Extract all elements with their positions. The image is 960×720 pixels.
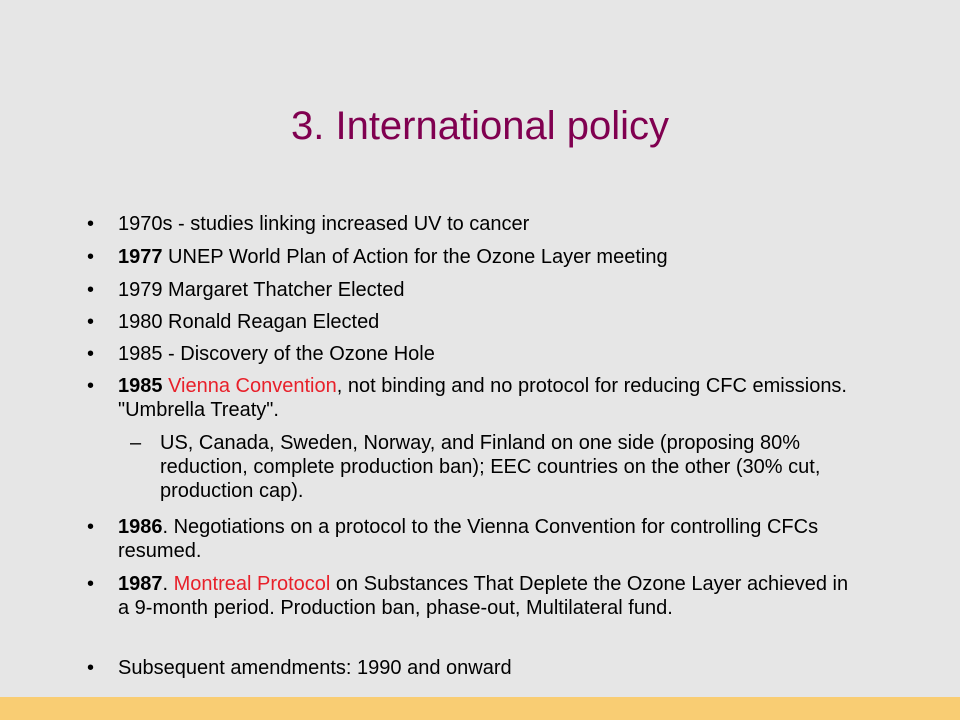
list-item	[87, 310, 858, 334]
bullet-marker: •	[87, 279, 95, 301]
bullet-marker: •	[87, 375, 95, 397]
list-item	[87, 374, 858, 422]
bullet-marker: •	[87, 657, 95, 679]
page-title: 3. International policy	[290, 104, 669, 148]
montreal-protocol-label: Montreal Protocol	[173, 573, 331, 595]
item-text: UNEP World Plan of Action for the Ozone Layer meeting	[162, 246, 668, 268]
dash-marker: –	[130, 432, 142, 454]
list-item	[87, 342, 858, 366]
list-item: • 1987. Montreal Protocol on Substances That Deplete the Ozone Layer achieved in a 9-month period. Production ban, phase-out, Multilateral fund.	[87, 573, 849, 619]
item-text: 1980 Ronald Reagan Elected	[118, 311, 380, 333]
sub-list-item	[130, 431, 880, 503]
bullet-marker: •	[87, 213, 95, 235]
list-item	[87, 656, 858, 680]
sub-item-text: US, Canada, Sweden, Norway, and Finland on one side (proposing 80% reduction, complete production ban); EEC countries on the other (30% cut, production cap).	[160, 432, 821, 502]
bullet-marker: •	[87, 311, 95, 333]
vienna-convention-label: Vienna Convention	[168, 375, 337, 397]
item-text: 1979 Margaret Thatcher Elected	[118, 279, 405, 301]
item-text: on Substances That Deplete the Ozone Layer achieved in a 9-month period. Production ban, phase-out, Multilateral fund.	[118, 573, 849, 619]
bullet-marker: •	[87, 343, 95, 365]
item-year: 1977	[118, 246, 163, 268]
bottom-accent-bar	[0, 697, 960, 720]
item-year: 1985	[118, 375, 163, 397]
item-text: 1985 - Discovery of the Ozone Hole	[118, 343, 435, 365]
bullet-marker: •	[87, 573, 95, 595]
item-text: . Negotiations on a protocol to the Vienna Convention for controlling CFCs resumed.	[118, 516, 819, 562]
item-text: , not binding and no protocol for reducing CFC emissions. "Umbrella Treaty".	[118, 375, 847, 421]
item-text: Subsequent amendments: 1990 and onward	[118, 657, 512, 679]
bullet-marker: •	[87, 516, 95, 538]
item-year: 1986	[118, 516, 163, 538]
item-year: 1987	[118, 573, 163, 595]
list-item	[87, 245, 858, 269]
list-item	[87, 515, 858, 563]
bullet-marker: •	[87, 246, 95, 268]
item-text: 1970s - studies linking increased UV to cancer	[118, 213, 530, 235]
list-item	[87, 278, 858, 302]
list-item	[87, 212, 858, 236]
